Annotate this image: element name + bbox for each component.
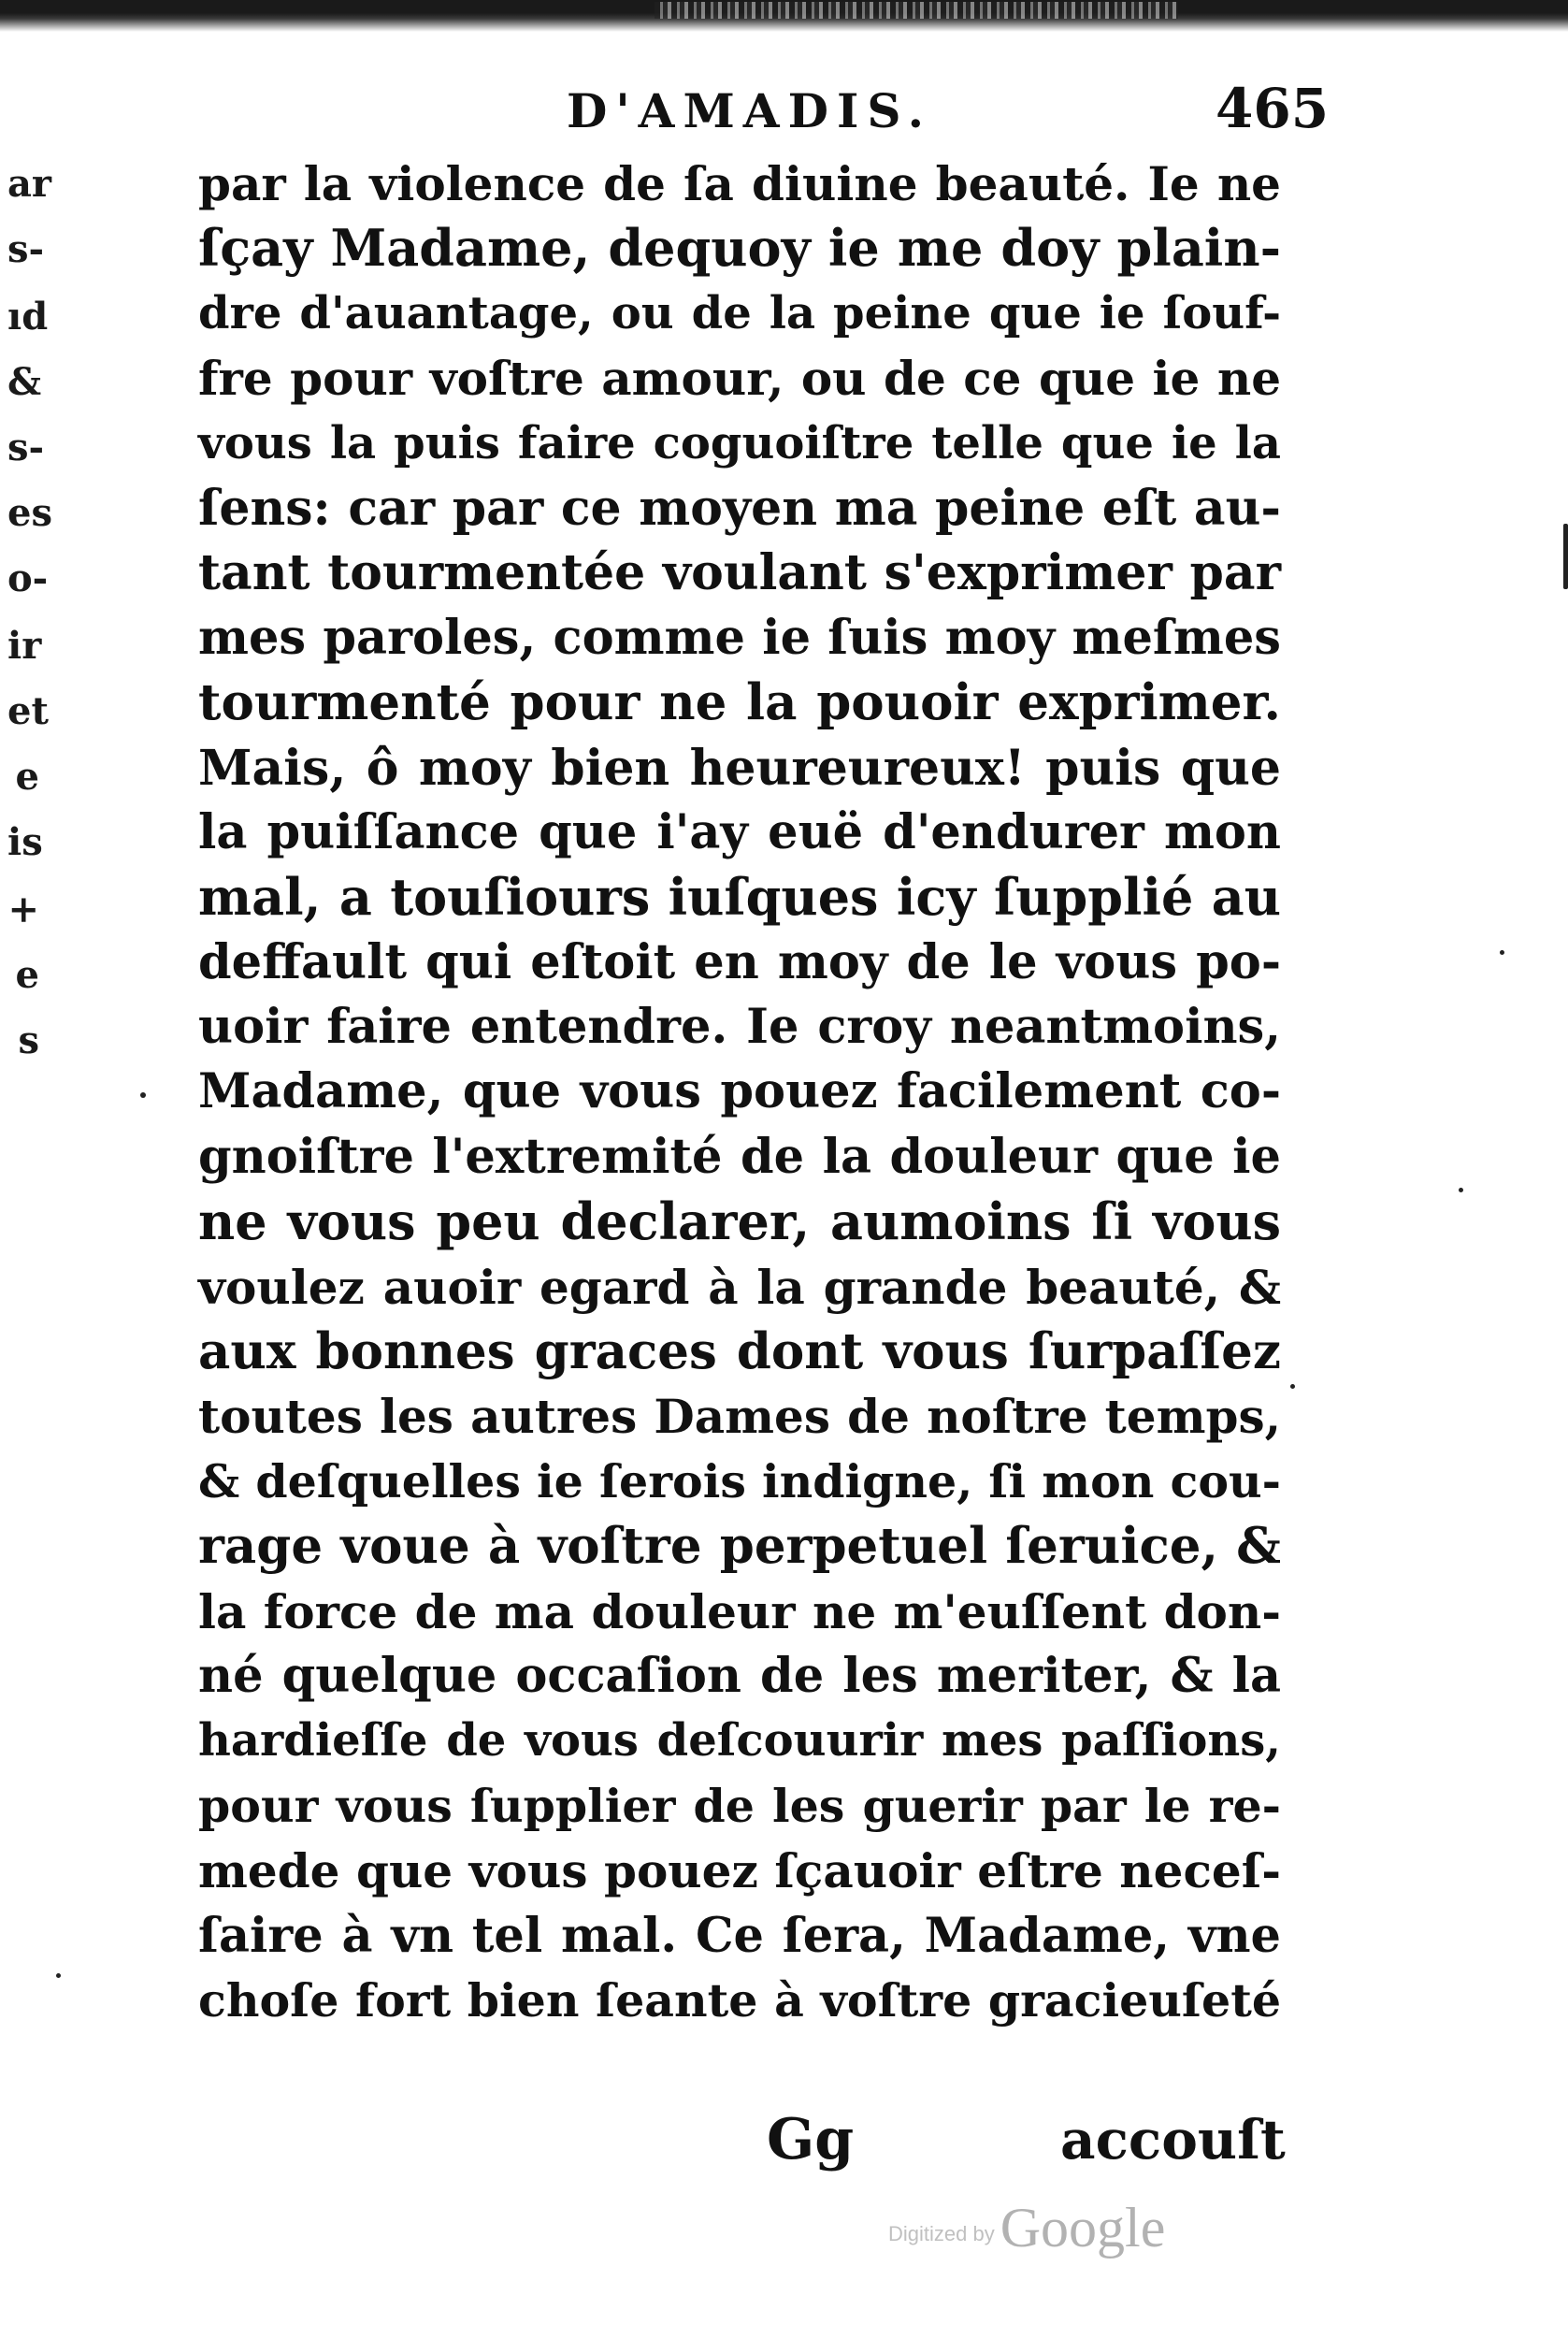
text-line: deffault qui eſtoit en moy de le vous po- (198, 933, 1281, 990)
page-number: 465 (1216, 77, 1330, 140)
margin-fragment: s- (7, 227, 45, 271)
text-line: ſens: car par ce moyen ma peine eſt au- (198, 479, 1281, 537)
margin-fragment: & (7, 360, 42, 404)
text-line: tant tourmentée voulant s'exprimer par (198, 544, 1281, 602)
ink-speck (1500, 950, 1504, 955)
text-line: ſçay Madame, dequoy ie me doy plain- (198, 218, 1281, 279)
margin-fragment: e (15, 953, 39, 997)
text-line: Mais, ô moy bien heureureux! puis que (198, 739, 1281, 797)
margin-fragment: e (15, 755, 39, 799)
margin-fragment: + (7, 888, 39, 931)
text-line: choſe fort bien ſeante à voſtre gracieuſeté (198, 1972, 1281, 2028)
decorative-header-band (655, 2, 1178, 19)
text-line: uoir faire entendre. Ie croy neantmoins, (198, 999, 1281, 1056)
text-line: tourmenté pour ne la pouoir exprimer. (198, 673, 1281, 732)
ink-speck (1459, 1188, 1463, 1192)
signature-mark: Gg (767, 2107, 855, 2172)
text-line: toutes les autres Dames de noſtre temps, (198, 1389, 1281, 1445)
margin-fragment: ıd (7, 295, 49, 339)
text-line: hardieſſe de vous deſcouurir mes paſſions, (198, 1714, 1281, 1768)
margin-fragment: s (18, 1018, 39, 1062)
text-line: Madame, que vous pouez facilement co- (198, 1063, 1281, 1120)
text-line: dre d'auantage, ou de la peine que ie ſouf- (198, 286, 1281, 339)
body-text (198, 152, 1281, 2106)
margin-fragment: es (7, 491, 52, 535)
text-line: la puiſſance que i'ay euë d'endurer mon (198, 803, 1281, 860)
ink-speck (140, 1092, 146, 1098)
text-line: mal, a touſiours iuſques icy ſupplié au (198, 867, 1281, 928)
text-line: pour vous ſupplier de les guerir par le re- (198, 1778, 1281, 1833)
text-line: mes paroles, comme ie ſuis moy meſmes (198, 609, 1281, 666)
margin-fragment: is (7, 820, 43, 864)
text-line: fre pour voſtre amour, ou de ce que ie ne (198, 351, 1281, 407)
watermark-prefix: Digitized by (888, 2222, 995, 2245)
margin-fragment: ir (7, 624, 42, 668)
text-line: par la violence de ſa diuine beauté. Ie ne (198, 156, 1281, 211)
text-line: ſaire à vn tel mal. Ce ſera, Madame, vne (198, 1907, 1281, 1964)
text-line: rage voue à voſtre perpetuel ſeruice, & (198, 1517, 1281, 1576)
running-title: D'AMADIS. (567, 83, 933, 138)
facing-page-margin (0, 162, 52, 1155)
text-line: voulez auoir egard à la grande beauté, & (198, 1259, 1281, 1315)
text-line: né quelque occaſion de les meriter, & la (198, 1647, 1281, 1704)
catchword: accouſt (1060, 2108, 1286, 2172)
text-line: mede que vous pouez ſçauoir eſtre neceſ- (198, 1843, 1281, 1899)
margin-fragment: s- (7, 426, 45, 469)
text-line: vous la puis faire coguoiſtre telle que ie la (198, 416, 1281, 469)
footer-catchline (0, 2102, 1568, 2177)
text-line: la force de ma douleur ne m'euſſent don- (198, 1583, 1281, 1639)
text-line: & deſquelles ie ſerois indigne, ſi mon cou- (198, 1453, 1281, 1508)
margin-fragment: ar (7, 162, 51, 206)
text-line: ne vous peu declarer, aumoins ſi vous (198, 1191, 1281, 1252)
edge-shadow (1563, 524, 1568, 589)
margin-fragment: o- (7, 556, 49, 600)
google-logo: Google (1000, 2197, 1166, 2259)
margin-fragment: et (7, 689, 49, 733)
ink-speck (1290, 1384, 1295, 1389)
digitization-watermark (888, 2196, 1262, 2271)
ink-speck (56, 1973, 61, 1978)
text-line: aux bonnes graces dont vous ſurpaſſez (198, 1322, 1281, 1381)
text-line: gnoiſtre l'extremité de la douleur que ie (198, 1128, 1281, 1185)
